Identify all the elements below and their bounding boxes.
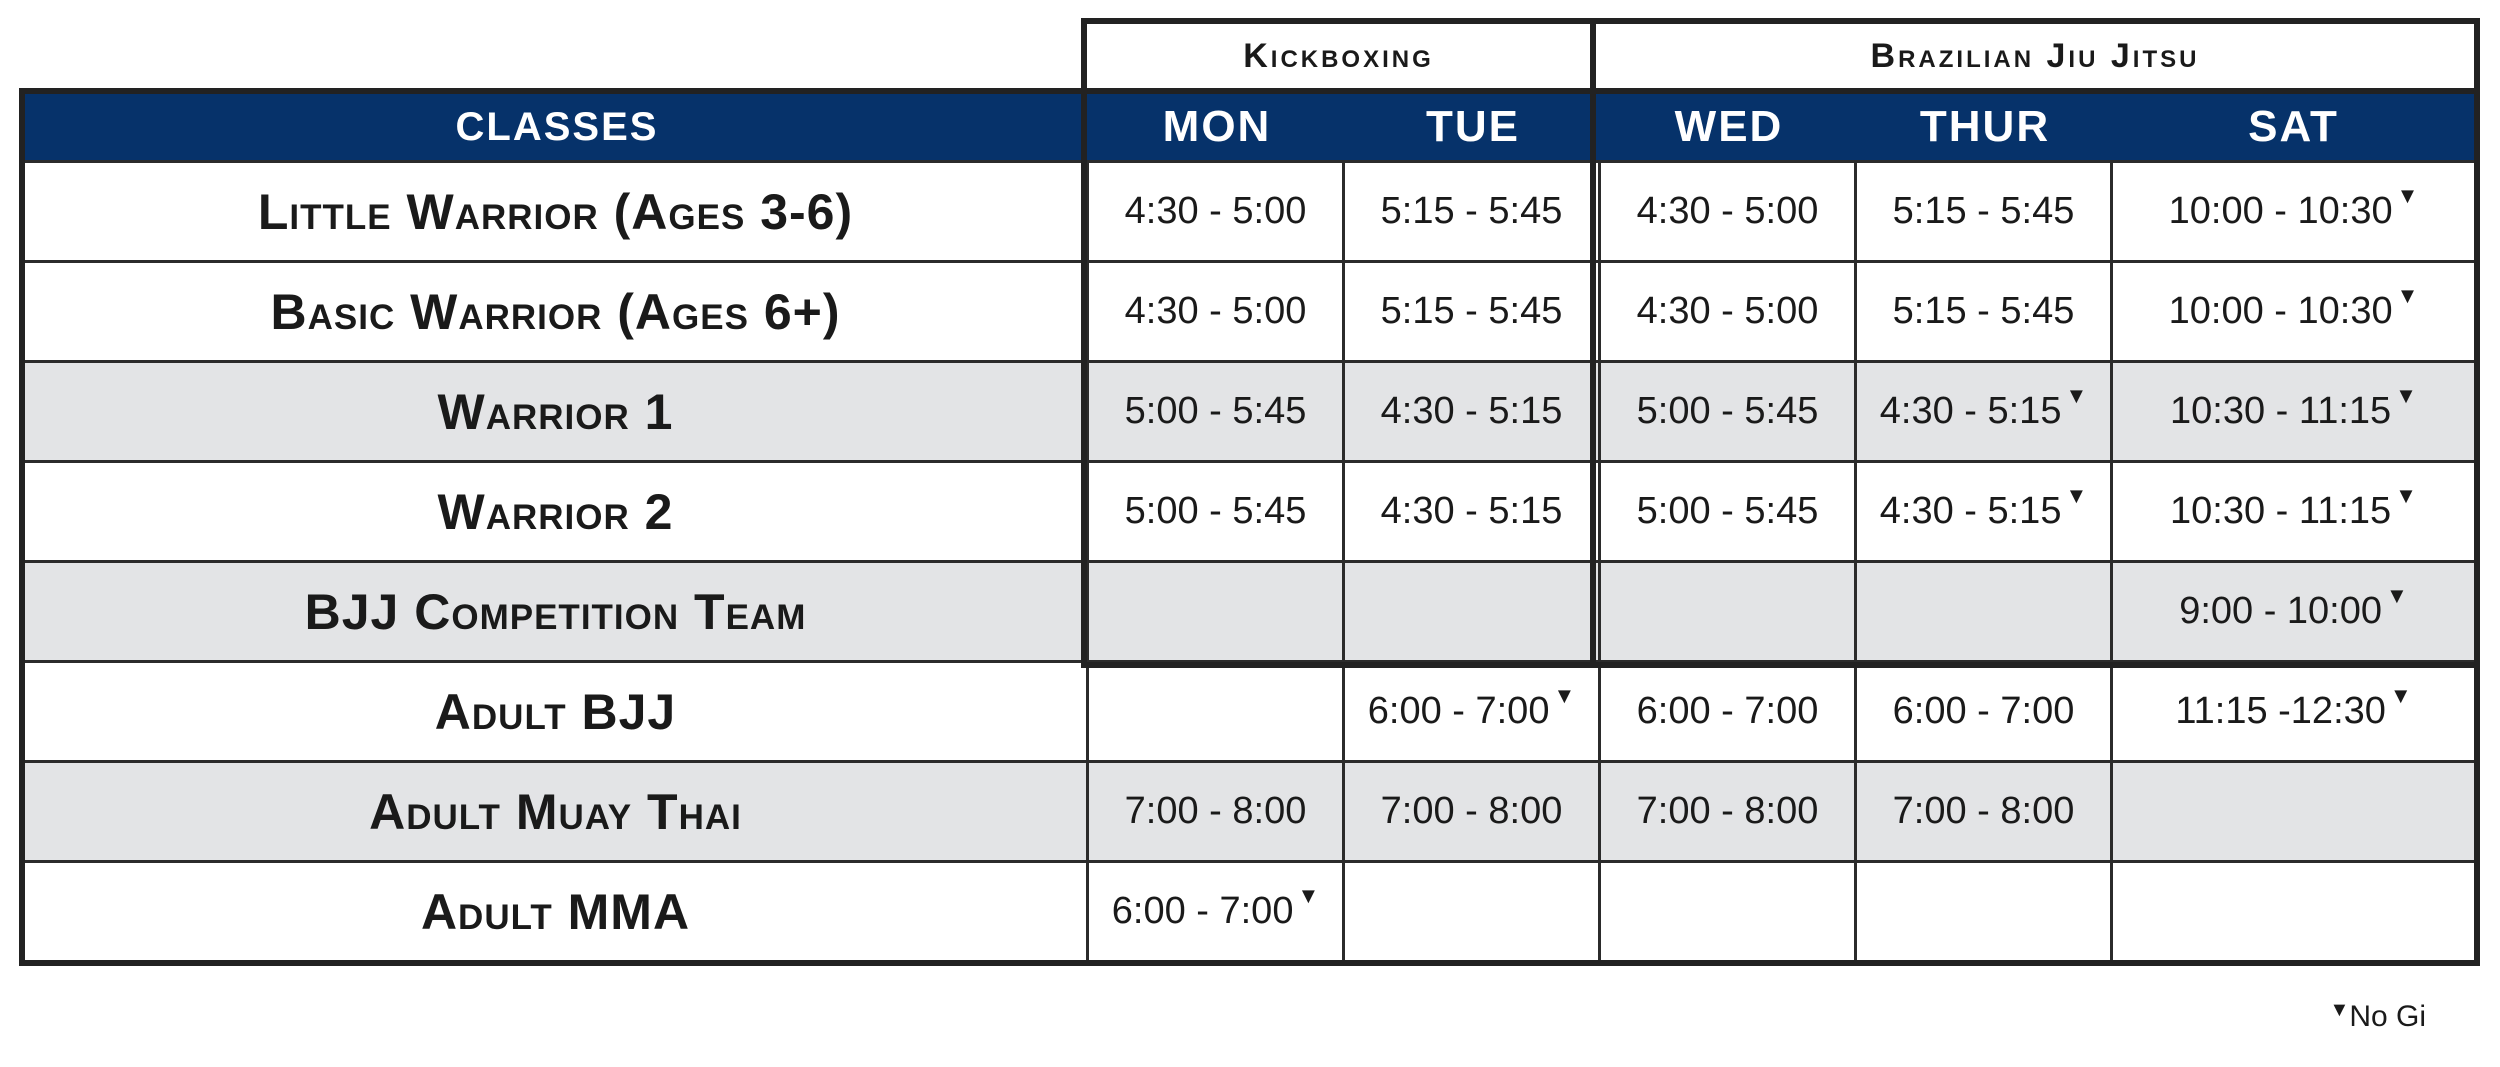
time-cell-tue — [1345, 363, 1601, 460]
legend-label: No Gi — [2349, 1000, 2426, 1033]
header-classes: CLASSES — [455, 104, 659, 149]
time-cell-thur — [1857, 463, 2113, 560]
time-cell-mon — [1089, 863, 1345, 960]
table-row — [25, 460, 2474, 560]
time-cell-tue — [1345, 763, 1601, 860]
nogi-marker-icon: ▼ — [2396, 282, 2419, 308]
table-row — [25, 360, 2474, 460]
time-cell-wed — [1601, 663, 1857, 760]
time-cell-sat — [2113, 863, 2474, 960]
time-text: 4:30 - 5:15 — [1380, 490, 1563, 532]
time-cell-mon — [1089, 363, 1345, 460]
time-text: 5:00 - 5:45 — [1124, 390, 1307, 432]
table-row — [25, 860, 2474, 960]
time-text: 10:30 - 11:15 — [2170, 490, 2392, 532]
time-text: 5:00 - 5:45 — [1124, 490, 1307, 532]
time-cell-wed — [1601, 363, 1857, 460]
table-row — [25, 660, 2474, 760]
legend — [2330, 1000, 2426, 1034]
time-text: 4:30 - 5:15 — [1879, 490, 2062, 532]
nogi-marker-icon: ▼ — [2395, 482, 2417, 508]
time-text: 7:00 - 8:00 — [1636, 790, 1819, 832]
nogi-legend-icon: ▼ — [2329, 999, 2350, 1021]
class-name: Adult Muay Thai — [25, 763, 1089, 860]
table-row — [25, 260, 2474, 360]
time-cell-mon — [1089, 763, 1345, 860]
time-cell-sat — [2113, 363, 2474, 460]
time-text: 10:00 - 10:30 — [2168, 290, 2393, 332]
time-cell-mon — [1089, 163, 1345, 260]
nogi-marker-icon: ▼ — [2065, 382, 2088, 408]
nogi-marker-icon: ▼ — [2065, 482, 2088, 508]
table-header-row — [25, 94, 2474, 160]
time-cell-mon — [1089, 663, 1345, 760]
time-cell-thur — [1857, 763, 2113, 860]
time-cell-thur — [1857, 663, 2113, 760]
table-row — [25, 560, 2474, 660]
time-cell-sat — [2113, 463, 2474, 560]
time-text: 4:30 - 5:00 — [1124, 290, 1307, 332]
time-text: 6:00 - 7:00 — [1636, 690, 1819, 732]
time-cell-mon — [1089, 263, 1345, 360]
time-cell-tue — [1345, 563, 1601, 660]
class-name: Little Warrior (Ages 3-6) — [25, 163, 1089, 260]
header-day-tue: TUE — [1426, 102, 1520, 151]
group-header-brazilian-jiu-jitsu: Brazilian Jiu Jitsu — [1596, 18, 2480, 88]
time-cell-wed — [1601, 263, 1857, 360]
class-name: Warrior 1 — [25, 363, 1089, 460]
time-cell-thur — [1857, 363, 2113, 460]
time-text: 7:00 - 8:00 — [1380, 790, 1563, 832]
time-cell-tue — [1345, 663, 1601, 760]
time-cell-mon — [1089, 463, 1345, 560]
time-cell-mon — [1089, 563, 1345, 660]
time-cell-thur — [1857, 163, 2113, 260]
time-text: 10:30 - 11:15 — [2170, 390, 2392, 432]
time-cell-sat — [2113, 763, 2474, 860]
time-cell-thur — [1857, 263, 2113, 360]
nogi-marker-icon: ▼ — [2396, 182, 2419, 208]
table-body — [25, 160, 2474, 960]
time-cell-tue — [1345, 863, 1601, 960]
header-day-mon: MON — [1162, 102, 1272, 151]
time-text: 4:30 - 5:00 — [1124, 190, 1307, 232]
time-cell-wed — [1601, 563, 1857, 660]
class-name: BJJ Competition Team — [25, 563, 1089, 660]
nogi-marker-icon: ▼ — [2395, 382, 2417, 408]
time-text: 5:15 - 5:45 — [1380, 290, 1563, 332]
time-cell-wed — [1601, 763, 1857, 860]
time-cell-thur — [1857, 863, 2113, 960]
time-text: 5:15 - 5:45 — [1892, 290, 2075, 332]
time-cell-tue — [1345, 463, 1601, 560]
time-text: 4:30 - 5:00 — [1636, 190, 1819, 232]
class-name: Basic Warrior (Ages 6+) — [25, 263, 1089, 360]
class-name: Adult MMA — [25, 863, 1089, 960]
time-cell-wed — [1601, 163, 1857, 260]
group-header-kickboxing: Kickboxing — [1081, 18, 1596, 88]
time-text: 6:00 - 7:00 — [1111, 890, 1294, 932]
time-text: 5:15 - 5:45 — [1892, 190, 2075, 232]
table-row — [25, 760, 2474, 860]
header-day-thur: THUR — [1919, 102, 2051, 151]
time-text: 5:00 - 5:45 — [1636, 390, 1819, 432]
time-text: 10:00 - 10:30 — [2168, 190, 2393, 232]
header-day-sat: SAT — [2248, 102, 2339, 151]
time-text: 11:15 -12:30 — [2175, 690, 2386, 732]
time-text: 5:00 - 5:45 — [1636, 490, 1819, 532]
nogi-marker-icon: ▼ — [2389, 682, 2412, 708]
nogi-marker-icon: ▼ — [2386, 582, 2408, 608]
time-text: 7:00 - 8:00 — [1892, 790, 2075, 832]
class-name: Adult BJJ — [25, 663, 1089, 760]
header-day-wed: WED — [1674, 102, 1784, 151]
time-text: 9:00 - 10:00 — [2179, 590, 2383, 632]
class-schedule-table — [19, 88, 2480, 966]
time-text: 4:30 - 5:15 — [1380, 390, 1563, 432]
class-name: Warrior 2 — [25, 463, 1089, 560]
time-cell-sat — [2113, 163, 2474, 260]
time-text: 7:00 - 8:00 — [1124, 790, 1307, 832]
nogi-marker-icon: ▼ — [1553, 682, 1576, 708]
time-text: 4:30 - 5:00 — [1636, 290, 1819, 332]
time-text: 6:00 - 7:00 — [1892, 690, 2075, 732]
time-cell-sat — [2113, 663, 2474, 760]
nogi-marker-icon: ▼ — [1297, 882, 1320, 908]
time-text: 4:30 - 5:15 — [1879, 390, 2062, 432]
time-cell-thur — [1857, 563, 2113, 660]
time-cell-sat — [2113, 563, 2474, 660]
time-cell-tue — [1345, 163, 1601, 260]
time-cell-tue — [1345, 263, 1601, 360]
time-cell-wed — [1601, 863, 1857, 960]
time-text: 6:00 - 7:00 — [1367, 690, 1550, 732]
time-cell-sat — [2113, 263, 2474, 360]
time-cell-wed — [1601, 463, 1857, 560]
table-row — [25, 160, 2474, 260]
time-text: 5:15 - 5:45 — [1380, 190, 1563, 232]
